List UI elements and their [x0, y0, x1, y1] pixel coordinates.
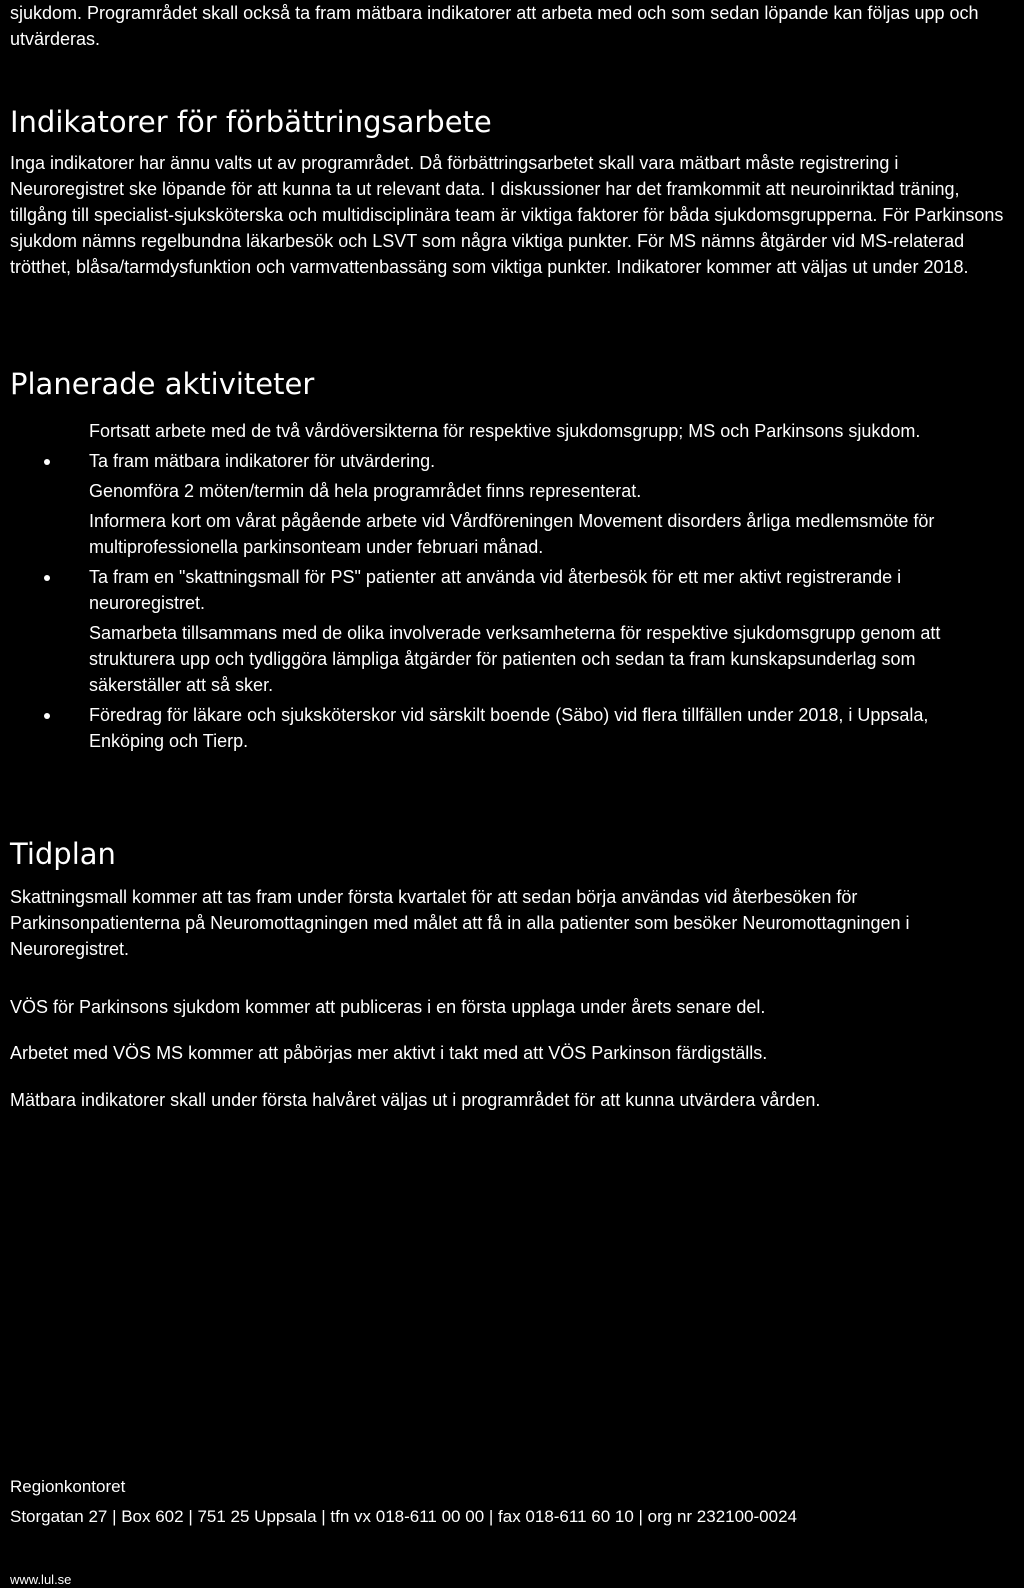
bullet-icon	[44, 459, 50, 465]
list-item-text: Föredrag för läkare och sjuksköterskor vid särskilt boende (Säbo) vid flera tillfällen under 2018, i Uppsala, Enköping och Tierp.	[89, 705, 929, 751]
list-item-text: Ta fram mätbara indikatorer för utvärdering.	[89, 451, 436, 471]
heading-tidplan: Tidplan	[10, 837, 116, 871]
bullet-icon	[44, 575, 50, 581]
list-item	[40, 418, 1000, 444]
bullet-icon	[44, 713, 50, 719]
tidplan-paragraph: Arbetet med VÖS MS kommer att påbörjas mer aktivt i takt med att VÖS Parkinson färdigställs.	[10, 1043, 768, 1063]
heading-indikatorer: Indikatorer för förbättringsarbete	[10, 105, 492, 139]
list-item	[40, 508, 1000, 560]
list-item	[40, 702, 1000, 754]
list-item	[40, 448, 1000, 474]
list-item-text: Fortsatt arbete med de två vårdöversikterna för respektive sjukdomsgrupp; MS och Parkinsons sjukdom.	[89, 421, 921, 441]
list-item-text: Informera kort om vårat pågående arbete vid Vårdföreningen Movement disorders årliga medlemsmöte för multiprofessionella parkinsonteam under februari månad.	[89, 511, 935, 557]
indikatorer-paragraph: Inga indikatorer har ännu valts ut av programrådet. Då förbättringsarbetet skall vara mätbart måste registrering i Neuroregistret ske löpande för att kunna ta ut relevant data. I diskussioner har det framkommit att neuroinriktad träning, tillgång till specialist-sjuksköterska och multidisciplinära team är viktiga faktorer för båda sjukdomsgrupperna. För Parkinsons sjukdom nämns regelbundna läkarbesök och LSVT som några viktiga punkter. För MS nämns åtgärder vid MS-relaterad trötthet, blåsa/tarmdysfunktion och varmvattenbassäng som viktiga punkter. Indikatorer kommer att väljas ut under 2018.	[10, 153, 1004, 277]
planned-activities-list	[40, 418, 1000, 758]
tidplan-paragraph: Skattningsmall kommer att tas fram under första kvartalet för att sedan börja användas vid återbesöken för Parkinsonpatienterna på Neuromottagningen med målet att få in alla patienter som besöker Neuromottagningen i Neuroregistret.	[10, 887, 910, 959]
intro-paragraph: sjukdom. Programrådet skall också ta fram mätbara indikatorer att arbeta med och som sedan löpande kan följas upp och utvärderas.	[10, 3, 979, 49]
list-item	[40, 620, 1000, 698]
list-item	[40, 478, 1000, 504]
footer-address: Storgatan 27 | Box 602 | 751 25 Uppsala | tfn vx 018-611 00 00 | fax 018-611 60 10 | org nr 232100-0024	[10, 1507, 798, 1526]
footer-website-link[interactable]: www.lul.se	[10, 1572, 72, 1587]
list-item	[40, 564, 1000, 616]
list-item-text: Ta fram en "skattningsmall för PS" patienter att använda vid återbesök för ett mer aktivt registrerande i neuroregistret.	[89, 567, 902, 613]
list-item-text: Samarbeta tillsammans med de olika involverade verksamheterna för respektive sjukdomsgrupp genom att strukturera upp och tydliggöra lämpliga åtgärder för patienten och sedan ta fram kunskapsunderlag som säkerställer att så sker.	[89, 623, 941, 695]
tidplan-paragraph: Mätbara indikatorer skall under första halvåret väljas ut i programrådet för att kunna utvärdera vården.	[10, 1090, 821, 1110]
heading-planerade-aktiviteter: Planerade aktiviteter	[10, 367, 315, 401]
footer-organization: Regionkontoret	[10, 1477, 126, 1496]
list-item-text: Genomföra 2 möten/termin då hela programrådet finns representerat.	[89, 481, 642, 501]
tidplan-paragraph: VÖS för Parkinsons sjukdom kommer att publiceras i en första upplaga under årets senare del.	[10, 997, 766, 1017]
